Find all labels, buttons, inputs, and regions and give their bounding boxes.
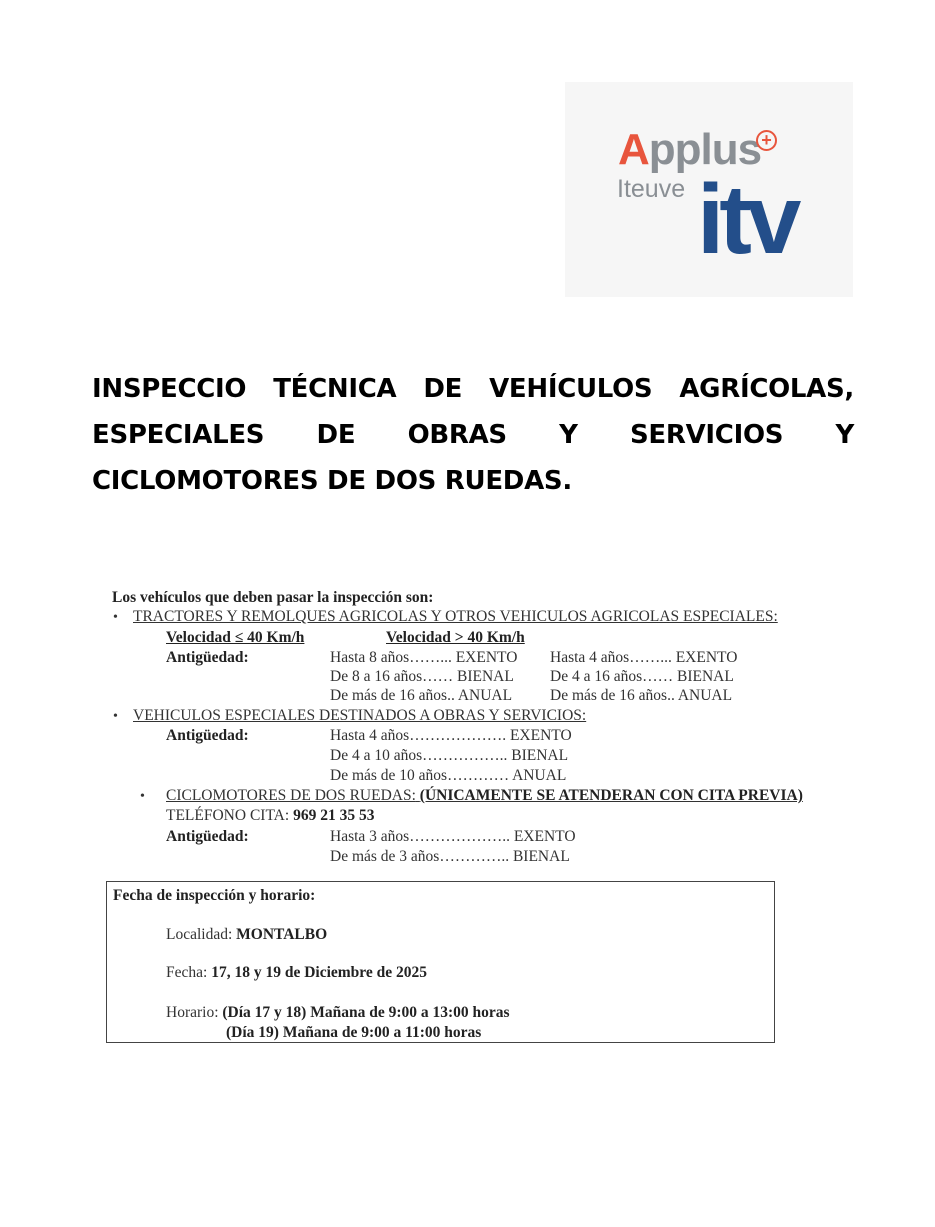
section3-heading: CICLOMOTORES DE DOS RUEDAS: (ÚNICAMENTE SE ATENDERAN CON CITA PREVIA) <box>166 787 803 804</box>
antiguedad-label: Antigüedad: <box>166 828 249 845</box>
section1-row: De más de 16 años.. ANUAL <box>550 687 733 704</box>
bullet-icon: • <box>113 709 118 724</box>
section1-row: Hasta 8 años……... EXENTO <box>330 649 518 666</box>
section1-row: De más de 16 años.. ANUAL <box>330 687 513 704</box>
section3-row: De más de 3 años………….. BIENAL <box>330 848 570 865</box>
section2-row: Hasta 4 años………………. EXENTO <box>330 727 572 744</box>
hours-value-2: (Día 19) Mañana de 9:00 a 11:00 horas <box>226 1024 482 1041</box>
section1-row: De 8 a 16 años…… BIENAL <box>330 668 514 685</box>
phone-number: 969 21 35 53 <box>293 807 375 824</box>
speed-high-label: Velocidad > 40 Km/h <box>386 629 525 646</box>
locality-line: Localidad: MONTALBO <box>166 926 328 943</box>
bullet-icon: • <box>113 610 118 625</box>
section2-heading: VEHICULOS ESPECIALES DESTINADOS A OBRAS Y SERVICIOS: <box>133 707 587 724</box>
date-line: Fecha: 17, 18 y 19 de Diciembre de 2025 <box>166 964 428 981</box>
section3-note: (ÚNICAMENTE SE ATENDERAN CON CITA PREVIA) <box>419 787 803 804</box>
section1-row: Hasta 4 años……... EXENTO <box>550 649 738 666</box>
locality-value: MONTALBO <box>236 926 328 943</box>
page-title: INSPECCIO TÉCNICA DE VEHÍCULOS AGRÍCOLAS, ESPECIALES DE OBRAS Y SERVICIOS Y CICLOMOTORES DE DOS RUEDAS. <box>92 374 854 496</box>
speed-low-label: Velocidad ≤ 40 Km/h <box>166 629 305 646</box>
bullet-icon: • <box>140 789 145 804</box>
section3-row: Hasta 3 años……………….. EXENTO <box>330 828 576 845</box>
schedule-heading: Fecha de inspección y horario: <box>113 887 316 904</box>
section1-heading: TRACTORES Y REMOLQUES AGRICOLAS Y OTROS VEHICULOS AGRICOLAS ESPECIALES: <box>133 608 778 625</box>
itv-logo-mark: itv <box>697 164 797 274</box>
phone-line: TELÉFONO CITA: 969 21 35 53 <box>166 807 375 824</box>
section1-row: De 4 a 16 años…… BIENAL <box>550 668 734 685</box>
antiguedad-label: Antigüedad: <box>166 649 249 666</box>
applus-logo-text: Applus <box>618 125 762 174</box>
intro-text: Los vehículos que deben pasar la inspección son: <box>112 589 434 606</box>
date-value: 17, 18 y 19 de Diciembre de 2025 <box>211 964 428 981</box>
applus-plus-icon: + <box>756 130 777 151</box>
antiguedad-label: Antigüedad: <box>166 727 249 744</box>
section2-row: De 4 a 10 años…………….. BIENAL <box>330 747 569 764</box>
section2-row: De más de 10 años………… ANUAL <box>330 767 567 784</box>
hours-line: Horario: (Día 17 y 18) Mañana de 9:00 a 13:00 horas <box>166 1004 510 1021</box>
hours-value-1: (Día 17 y 18) Mañana de 9:00 a 13:00 horas <box>222 1004 510 1021</box>
iteuve-logo-text: Iteuve <box>617 175 686 203</box>
